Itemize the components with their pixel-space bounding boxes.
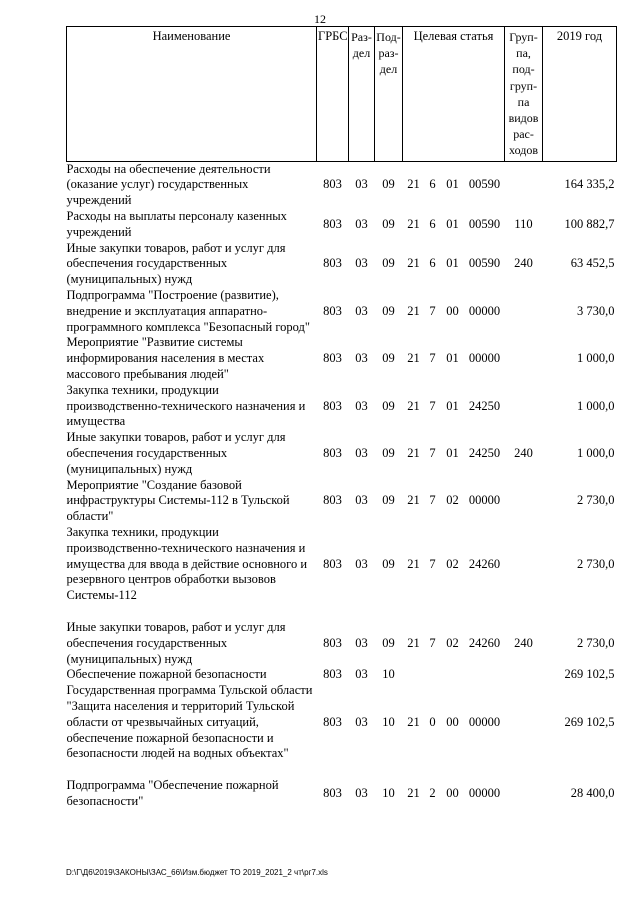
row-expense-group: 240 bbox=[514, 445, 533, 460]
row-section: 03 bbox=[355, 256, 368, 271]
budget-table bbox=[66, 26, 617, 810]
row-grbs: 803 bbox=[323, 445, 342, 460]
header-grbs: ГРБС bbox=[317, 27, 349, 162]
row-target-event: 00 bbox=[446, 786, 459, 800]
row-section: 03 bbox=[355, 786, 368, 800]
row-amount: 100 882,7 bbox=[564, 216, 615, 231]
row-amount: 2 730,0 bbox=[577, 493, 615, 508]
row-target-subprogram: 6 bbox=[429, 256, 436, 271]
row-grbs: 803 bbox=[323, 556, 342, 571]
row-target-subprogram: 7 bbox=[429, 398, 436, 413]
row-subsection: 09 bbox=[382, 351, 395, 366]
row-section: 03 bbox=[355, 635, 368, 650]
row-section: 03 bbox=[355, 556, 368, 571]
row-target-event: 01 bbox=[446, 256, 459, 271]
row-section: 03 bbox=[355, 216, 368, 231]
row-grbs: 803 bbox=[323, 177, 342, 192]
table-body bbox=[67, 161, 617, 810]
row-expense-group bbox=[505, 478, 543, 525]
row-target-program: 21 bbox=[407, 556, 420, 571]
row-target-program: 21 bbox=[407, 714, 420, 729]
row-grbs: 803 bbox=[323, 493, 342, 508]
row-target-event: 01 bbox=[446, 177, 459, 192]
row-target-direction: 00000 bbox=[468, 493, 501, 508]
row-section: 03 bbox=[355, 398, 368, 413]
row-subsection: 09 bbox=[382, 635, 395, 650]
row-expense-group bbox=[505, 778, 543, 810]
row-target-direction bbox=[465, 667, 505, 683]
row-target-direction: 00590 bbox=[468, 177, 501, 192]
row-subsection: 10 bbox=[382, 786, 395, 800]
row-target-subprogram: 0 bbox=[429, 714, 436, 729]
row-target-subprogram: 7 bbox=[429, 445, 436, 460]
row-target-subprogram: 7 bbox=[429, 303, 436, 318]
row-subsection: 09 bbox=[382, 216, 395, 231]
row-target-program: 21 bbox=[407, 445, 420, 460]
spacer-row bbox=[67, 762, 617, 778]
row-expense-group bbox=[505, 383, 543, 430]
header-year: 2019 год bbox=[543, 27, 617, 162]
row-name: Закупка техники, продукции производственно-технического назначения и имущества bbox=[66, 382, 306, 429]
row-name: Мероприятие "Развитие системы информирования населения в местах массового пребывания людей" bbox=[66, 335, 265, 381]
header-section: Раз-дел bbox=[349, 27, 375, 162]
row-target-direction: 24260 bbox=[468, 635, 501, 650]
row-name: Подпрограмма "Обеспечение пожарной безопасности" bbox=[66, 778, 279, 808]
row-subsection: 09 bbox=[382, 556, 395, 571]
row-amount: 3 730,0 bbox=[577, 303, 615, 318]
row-subsection: 09 bbox=[382, 445, 395, 460]
row-target-event: 01 bbox=[446, 351, 459, 366]
row-grbs: 803 bbox=[323, 667, 342, 682]
row-subsection: 09 bbox=[382, 493, 395, 508]
row-target-direction: 00590 bbox=[468, 256, 501, 271]
row-name: Расходы на обеспечение деятельности (оказание услуг) государственных учреждений bbox=[66, 161, 271, 208]
row-amount: 28 400,0 bbox=[570, 786, 615, 800]
row-target-subprogram: 6 bbox=[429, 216, 436, 231]
row-expense-group: 240 bbox=[514, 256, 533, 271]
row-target-event: 00 bbox=[446, 303, 459, 318]
row-expense-group: 240 bbox=[514, 635, 533, 650]
row-amount: 1 000,0 bbox=[577, 351, 615, 366]
row-target-program: 21 bbox=[407, 635, 420, 650]
table-row bbox=[67, 667, 617, 683]
row-grbs: 803 bbox=[323, 351, 342, 366]
row-target-subprogram: 7 bbox=[429, 556, 436, 571]
table-row bbox=[67, 383, 617, 430]
row-section: 03 bbox=[355, 303, 368, 318]
row-target-event: 02 bbox=[446, 493, 459, 508]
row-amount: 1 000,0 bbox=[577, 398, 615, 413]
row-target-program: 21 bbox=[407, 303, 420, 318]
header-row bbox=[67, 27, 617, 162]
row-subsection: 09 bbox=[382, 398, 395, 413]
row-target-direction: 00000 bbox=[468, 351, 501, 366]
row-amount: 164 335,2 bbox=[564, 177, 615, 192]
row-name: Иные закупки товаров, работ и услуг для обеспечения государственных (муниципальных) нужд bbox=[66, 430, 286, 476]
row-grbs: 803 bbox=[323, 786, 342, 800]
row-target-program: 21 bbox=[407, 216, 420, 231]
row-grbs: 803 bbox=[323, 303, 342, 318]
row-section: 03 bbox=[355, 493, 368, 508]
row-amount: 269 102,5 bbox=[564, 667, 615, 682]
row-target-event bbox=[441, 667, 465, 683]
row-target-subprogram: 2 bbox=[429, 786, 436, 800]
row-target-subprogram bbox=[425, 667, 441, 683]
row-name: Иные закупки товаров, работ и услуг для обеспечения государственных (муниципальных) нужд bbox=[66, 619, 286, 666]
row-target-direction: 24250 bbox=[468, 445, 501, 460]
row-target-subprogram: 6 bbox=[429, 177, 436, 192]
row-target-event: 00 bbox=[446, 714, 459, 729]
row-target-event: 01 bbox=[446, 216, 459, 231]
row-grbs: 803 bbox=[323, 256, 342, 271]
row-subsection: 10 bbox=[382, 714, 395, 729]
row-name: Государственная программа Тульской области "Защита населения и территорий Тульской области от чрезвычайных ситуаций, обеспечение пожарной безопасности и безопасности людей на водных объектах" bbox=[66, 683, 313, 761]
row-subsection: 10 bbox=[382, 667, 395, 682]
row-name: Мероприятие "Создание базовой инфраструктуры Системы-112 в Тульской области" bbox=[66, 477, 290, 524]
row-expense-group bbox=[505, 683, 543, 762]
row-target-direction: 00000 bbox=[468, 714, 501, 729]
table-row bbox=[67, 241, 617, 288]
row-target-program: 21 bbox=[407, 177, 420, 192]
row-expense-group bbox=[505, 161, 543, 209]
table-row bbox=[67, 478, 617, 525]
row-section: 03 bbox=[355, 177, 368, 192]
row-target-subprogram: 7 bbox=[429, 635, 436, 650]
table-row bbox=[67, 335, 617, 382]
row-target-program: 21 bbox=[407, 351, 420, 366]
row-name: Подпрограмма "Построение (развитие), внедрение и эксплуатация аппаратно-программного комплекса "Безопасный город" bbox=[66, 288, 310, 334]
row-amount: 63 452,5 bbox=[570, 256, 615, 271]
row-expense-group bbox=[505, 525, 543, 604]
row-target-program: 21 bbox=[407, 493, 420, 508]
row-target-direction: 24250 bbox=[468, 398, 501, 413]
row-expense-group bbox=[505, 288, 543, 335]
spacer-row bbox=[67, 604, 617, 620]
row-target-direction: 00000 bbox=[468, 786, 501, 800]
row-grbs: 803 bbox=[323, 216, 342, 231]
row-name: Расходы на выплаты персоналу казенных учреждений bbox=[66, 209, 287, 239]
table-row bbox=[67, 430, 617, 477]
table-row bbox=[67, 620, 617, 667]
row-target-subprogram: 7 bbox=[429, 493, 436, 508]
row-target-program: 21 bbox=[407, 256, 420, 271]
row-name: Иные закупки товаров, работ и услуг для обеспечения государственных (муниципальных) нужд bbox=[66, 240, 286, 287]
row-subsection: 09 bbox=[382, 303, 395, 318]
row-target-direction: 00590 bbox=[468, 216, 501, 231]
row-amount: 2 730,0 bbox=[577, 556, 615, 571]
row-name: Закупка техники, продукции производственно-технического назначения и имущества для ввода в действие основного и резервного центров обработки вызовов Системы-112 bbox=[66, 524, 308, 603]
row-section: 03 bbox=[355, 714, 368, 729]
row-expense-group: 110 bbox=[514, 216, 533, 231]
spacer-cell bbox=[67, 762, 617, 778]
row-section: 03 bbox=[355, 351, 368, 366]
header-target: Целевая статья bbox=[403, 27, 505, 162]
table-row bbox=[67, 288, 617, 335]
row-target-event: 02 bbox=[446, 556, 459, 571]
row-target-event: 02 bbox=[446, 635, 459, 650]
row-target-program: 21 bbox=[407, 398, 420, 413]
row-target-event: 01 bbox=[446, 398, 459, 413]
page-number: 12 bbox=[314, 12, 326, 26]
header-group: Груп-па, под-груп-па видов рас-ходов bbox=[505, 27, 543, 162]
table-row bbox=[67, 161, 617, 209]
header-name: Наименование bbox=[67, 27, 317, 162]
row-target-program bbox=[403, 667, 425, 683]
spacer-cell bbox=[67, 604, 617, 620]
row-section: 03 bbox=[355, 445, 368, 460]
table-row bbox=[67, 209, 617, 241]
row-target-direction: 24260 bbox=[468, 556, 501, 571]
row-expense-group bbox=[505, 335, 543, 382]
row-expense-group bbox=[505, 667, 543, 683]
row-grbs: 803 bbox=[323, 714, 342, 729]
row-subsection: 09 bbox=[382, 256, 395, 271]
row-amount: 269 102,5 bbox=[564, 714, 615, 729]
row-target-subprogram: 7 bbox=[429, 351, 436, 366]
row-grbs: 803 bbox=[323, 398, 342, 413]
row-target-event: 01 bbox=[446, 445, 459, 460]
row-target-direction: 00000 bbox=[468, 303, 501, 318]
row-amount: 1 000,0 bbox=[577, 445, 615, 460]
row-target-program: 21 bbox=[407, 786, 420, 800]
table-row bbox=[67, 778, 617, 810]
table-row bbox=[67, 683, 617, 762]
row-section: 03 bbox=[355, 667, 368, 682]
row-amount: 2 730,0 bbox=[577, 635, 615, 650]
row-name: Обеспечение пожарной безопасности bbox=[66, 667, 267, 682]
row-grbs: 803 bbox=[323, 635, 342, 650]
row-subsection: 09 bbox=[382, 177, 395, 192]
table-row bbox=[67, 525, 617, 604]
footer-file-path: D:\Г\Д6\2019\ЗАКОНЫ\ЗАС_66\Изм.бюджет ТО 2019_2021_2 чт\рг7.xls bbox=[66, 868, 328, 877]
header-subsection: Под-раз-дел bbox=[375, 27, 403, 162]
